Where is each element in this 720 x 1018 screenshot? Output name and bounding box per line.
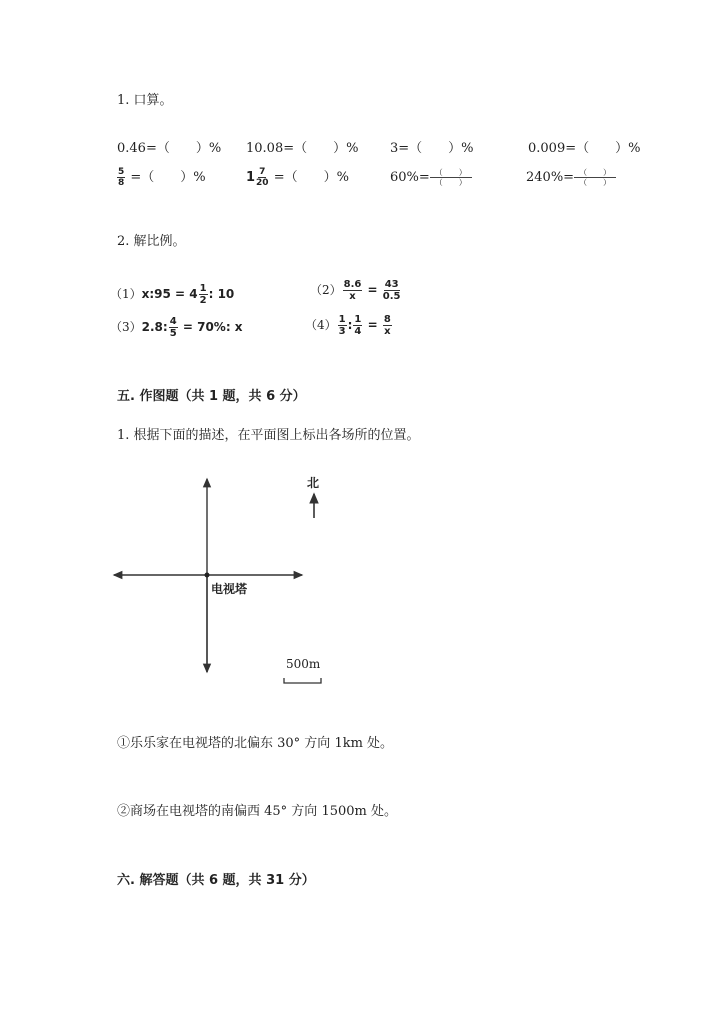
scale-label: 500m [286, 657, 321, 671]
calc-7: 60%= （ ） （ ） [390, 168, 472, 187]
equation-4: （4） $\frac{1}{3}$ : $\frac{1}{4}$ = $\frac{8}{x}$ [305, 314, 391, 337]
calc-6: 1 $\frac{7}{20}$ =（ ）% [246, 167, 349, 188]
north-label: 北 [307, 476, 320, 490]
q1-title: 1. 口算。 [117, 93, 173, 108]
scale-bar [284, 678, 321, 683]
description-1: ①乐乐家在电视塔的北偏东 30° 方向 1km 处。 [117, 736, 394, 751]
calc-3: 3=（ ）% [390, 141, 474, 156]
equation-1: （1）x:95 = 4 $\frac{1}{2}$ : 10 [110, 283, 235, 306]
calc-4: 0.009=（ ）% [528, 141, 641, 156]
tv-tower-label: 电视塔 [211, 582, 248, 596]
q2-title: 2. 解比例。 [117, 234, 186, 249]
section-5-title: 五. 作图题（共 1 题，共 6 分） [117, 389, 306, 404]
equation-2: （2） $\frac{8.6}{x}$ = $\frac{43}{0.5}$ [310, 279, 401, 302]
equation-3: （3）2.8: $\frac{4}{5}$ = 70%: x [110, 316, 243, 339]
calc-5: $\frac{5}{8}$ =（ ）% [118, 167, 206, 188]
calc-2: 10.08=（ ）% [246, 141, 359, 156]
calc-1: 0.46=（ ）% [117, 141, 222, 156]
calc-8: 240%= （ ） （ ） [526, 168, 616, 187]
tv-tower-point [205, 573, 210, 578]
description-2: ②商场在电视塔的南偏西 45° 方向 1500m 处。 [117, 804, 397, 819]
s5-question: 1. 根据下面的描述，在平面图上标出各场所的位置。 [117, 428, 420, 443]
section-6-title: 六. 解答题（共 6 题，共 31 分） [117, 873, 315, 888]
